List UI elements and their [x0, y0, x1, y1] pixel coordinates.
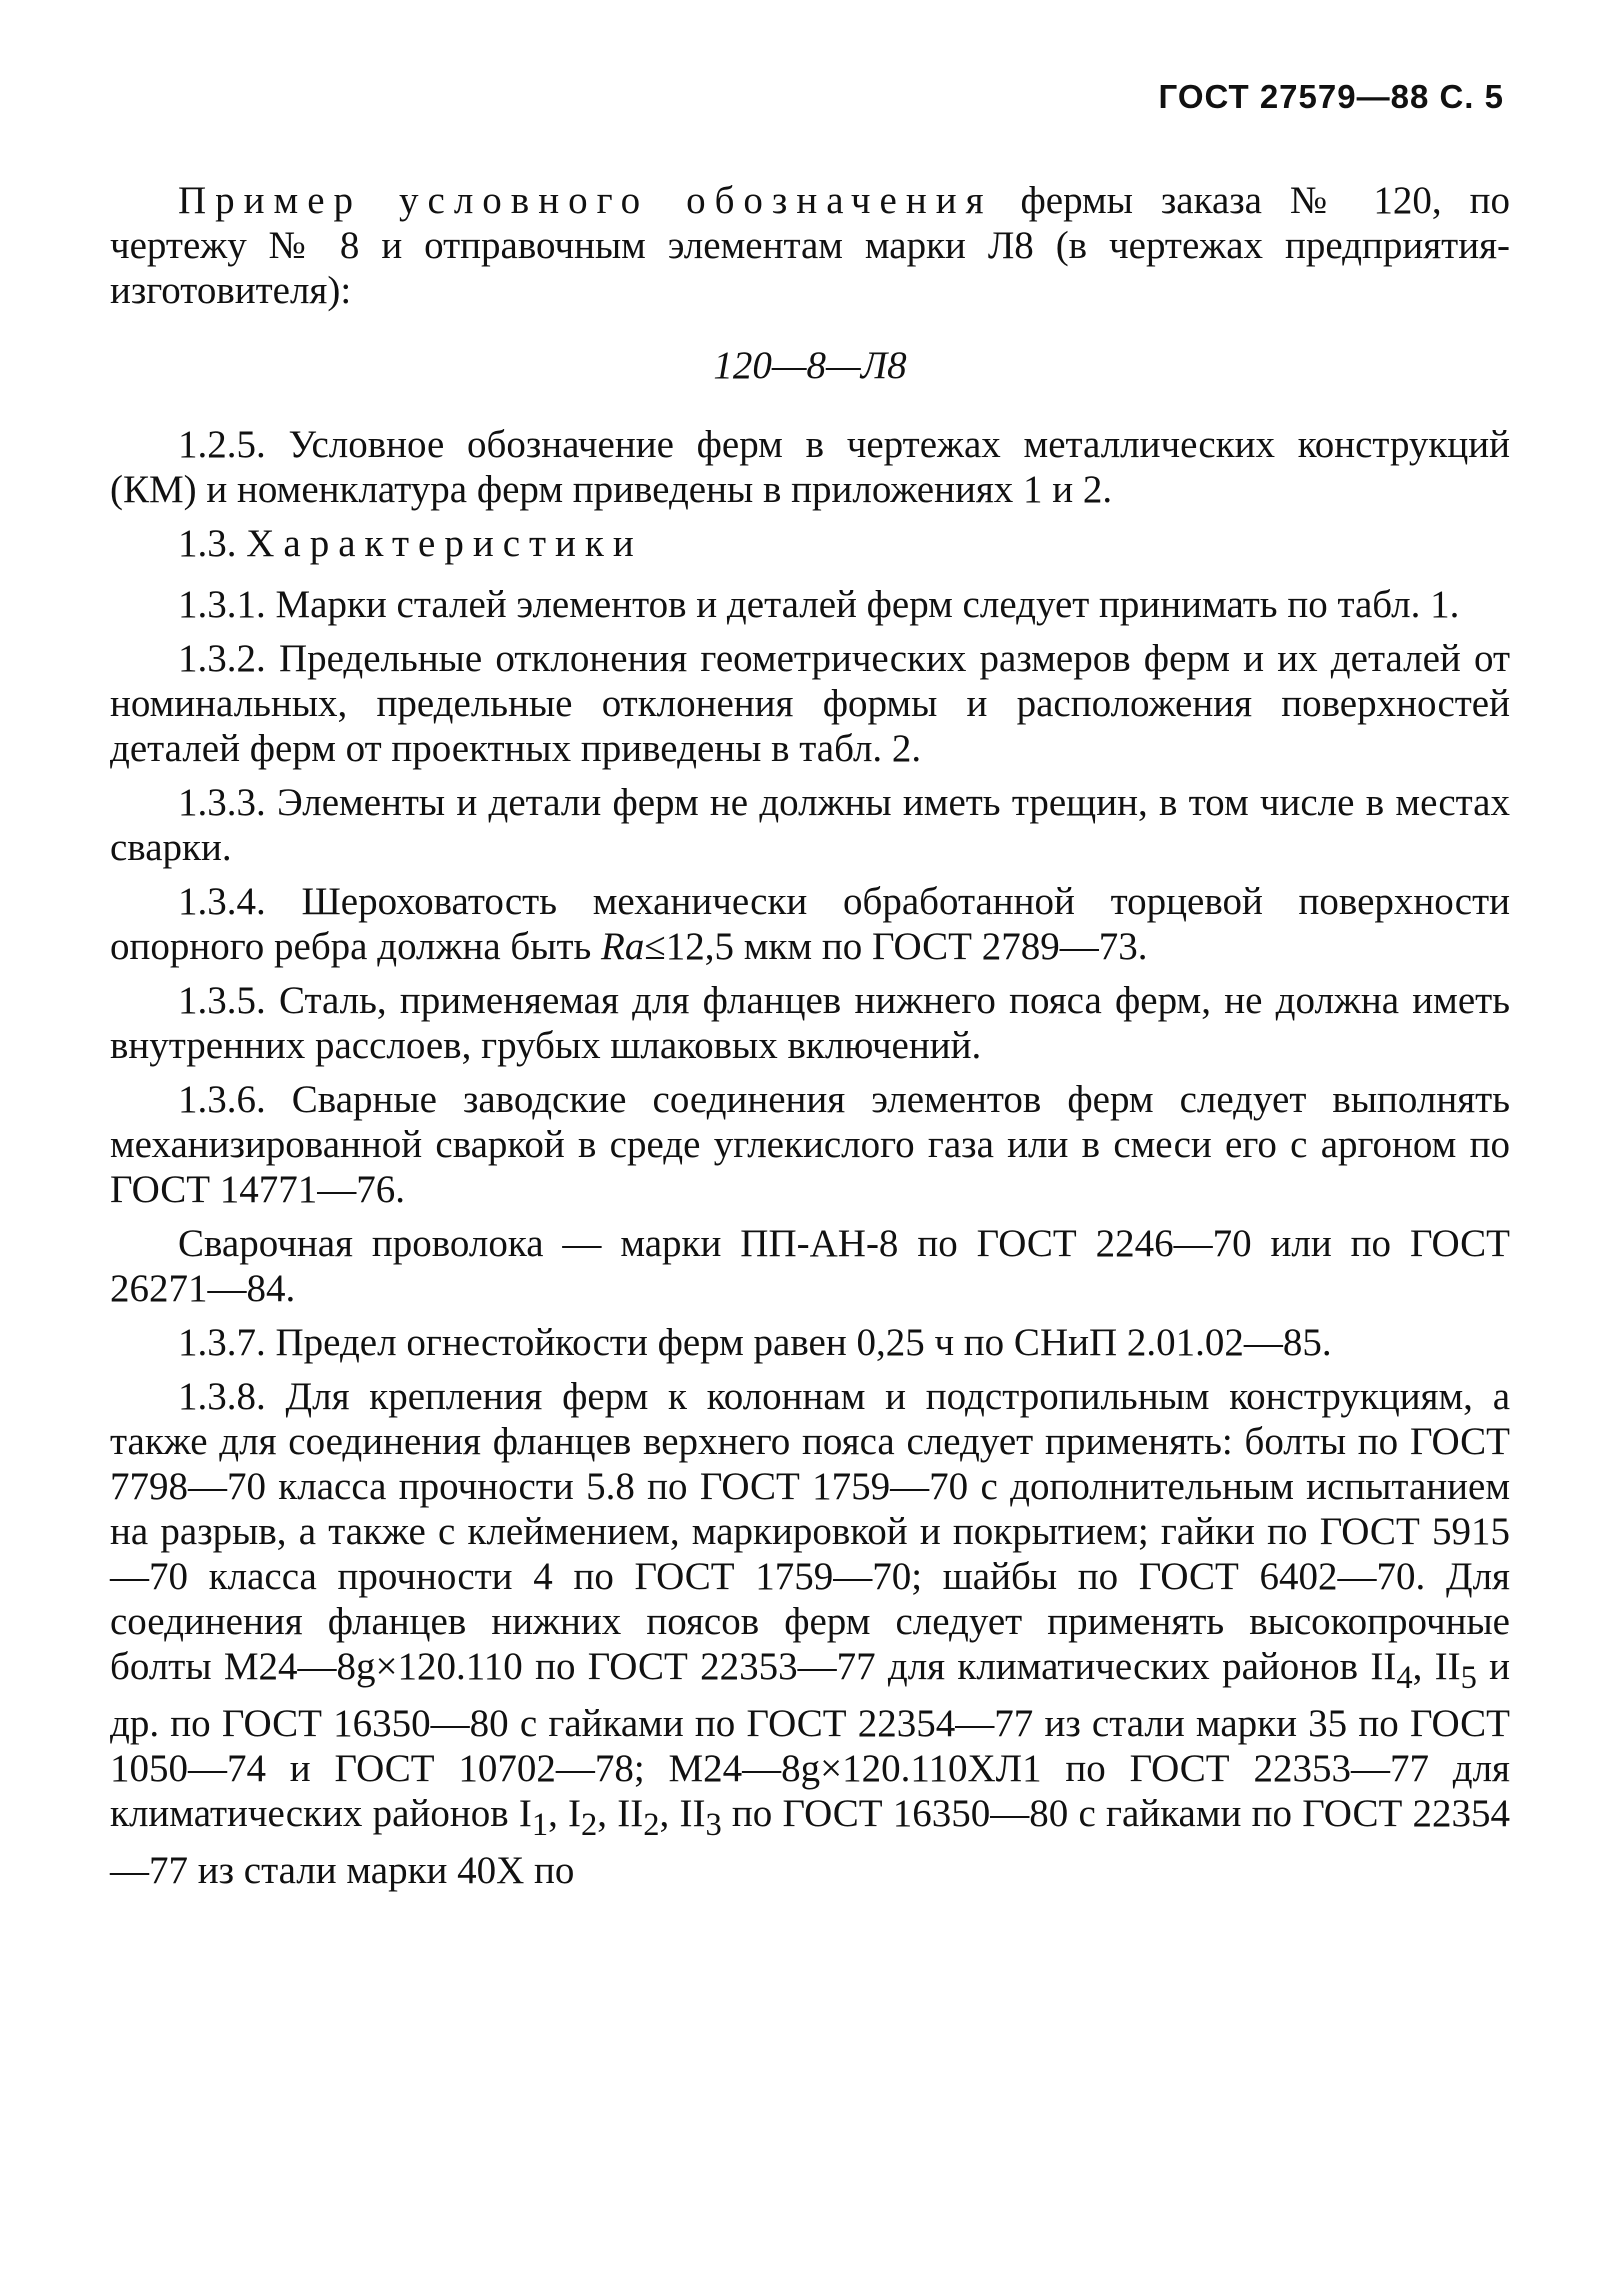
paragraph-welding-wire: Сварочная проволока — марки ПП-АН-8 по ГОСТ 2246—70 или по ГОСТ 26271—84.	[110, 1222, 1510, 1310]
example-paragraph	[110, 178, 1510, 313]
paragraph-1-3-6: 1.3.6. Сварные заводские соединения элементов ферм следует выполнять механизированной сваркой в среде углекислого газа или в смеси его с аргоном по ГОСТ 14771—76.	[110, 1078, 1510, 1211]
subscript-3: 3	[705, 1806, 722, 1843]
p138-part-g: по ГОСТ 16350—80 с гайками по ГОСТ 22354—77 из стали марки 40Х по	[110, 1791, 1510, 1892]
section-title: Характеристики	[246, 522, 643, 565]
subscript-2a: 2	[581, 1806, 598, 1843]
p138-part-a: 1.3.8. Для крепления ферм к колоннам и подстропильным конструкциям, а также для соединения фланцев верхнего пояса следует применять: болты по ГОСТ 7798—70 класса прочности 5.8 по ГОСТ 1759—70 с дополнительным испытанием на разрыв, а также с клеймением, маркировкой и покрытием; гайки по ГОСТ 5915—70 класса прочности 4 по ГОСТ 1759—70; шайбы по ГОСТ 6402—70. Для соединения фланцев нижних поясов ферм следует применять высокопрочные болты М24—8g×120.110 по ГОСТ 22353—77 для климатических районов II	[110, 1375, 1510, 1688]
section-heading-1-3	[110, 521, 1510, 566]
subscript-2b: 2	[643, 1806, 660, 1843]
running-header: ГОСТ 27579—88 С. 5	[1158, 78, 1504, 115]
example-text: фермы заказа № 120, по чертежу № 8 и отправочным элементам марки Л8 (в чертежах предприятия-изготовителя):	[110, 179, 1510, 312]
paragraph-1-3-4	[110, 879, 1510, 969]
p134-part-b: ≤12,5 мкм по ГОСТ 2789—73.	[644, 925, 1148, 968]
p138-part-b: , II	[1412, 1645, 1461, 1688]
paragraph-1-3-3: 1.3.3. Элементы и детали ферм не должны иметь трещин, в том числе в местах сварки.	[110, 781, 1510, 869]
roughness-symbol: Ra	[601, 925, 645, 968]
p134-part-a: 1.3.4. Шероховатость механически обработанной торцевой поверхности опорного ребра должна быть	[110, 880, 1510, 968]
section-number: 1.3.	[178, 522, 247, 565]
paragraph-1-3-7: 1.3.7. Предел огнестойкости ферм равен 0,25 ч по СНиП 2.01.02—85.	[178, 1321, 1332, 1364]
subscript-5: 5	[1460, 1659, 1477, 1696]
paragraph-1-3-5: 1.3.5. Сталь, применяемая для фланцев нижнего пояса ферм, не должна иметь внутренних расслоев, грубых шлаковых включений.	[110, 979, 1510, 1067]
p138-part-e: , II	[597, 1791, 644, 1835]
paragraph-1-3-1: 1.3.1. Марки сталей элементов и деталей ферм следует принимать по табл. 1.	[178, 583, 1460, 626]
paragraph-1-2-5: 1.2.5. Условное обозначение ферм в чертежах металлических конструкций (КМ) и номенклатура ферм приведены в приложениях 1 и 2.	[110, 423, 1510, 511]
subscript-4: 4	[1396, 1659, 1413, 1696]
paragraph-1-3-8	[110, 1374, 1510, 1893]
p138-part-f: , II	[659, 1791, 706, 1835]
example-lead: Пример условного обозначения	[178, 179, 993, 222]
subscript-1: 1	[531, 1806, 549, 1843]
p138-part-d: , I	[548, 1791, 582, 1835]
designation-example: 120—8—Л8	[713, 344, 907, 387]
paragraph-1-3-2: 1.3.2. Предельные отклонения геометрических размеров ферм и их деталей от номинальных, предельные отклонения формы и расположения поверхностей деталей ферм от проектных приведены в табл. 2.	[110, 637, 1510, 770]
document-page	[110, 78, 1510, 1893]
p138-part-c: и др. по ГОСТ 16350—80 с гайками по ГОСТ 22354—77 из стали марки 35 по ГОСТ 1050—74 и ГОСТ 10702—78; М24—8g×120.110ХЛ1 по ГОСТ 22353—77 для климатических районов I	[110, 1645, 1510, 1835]
